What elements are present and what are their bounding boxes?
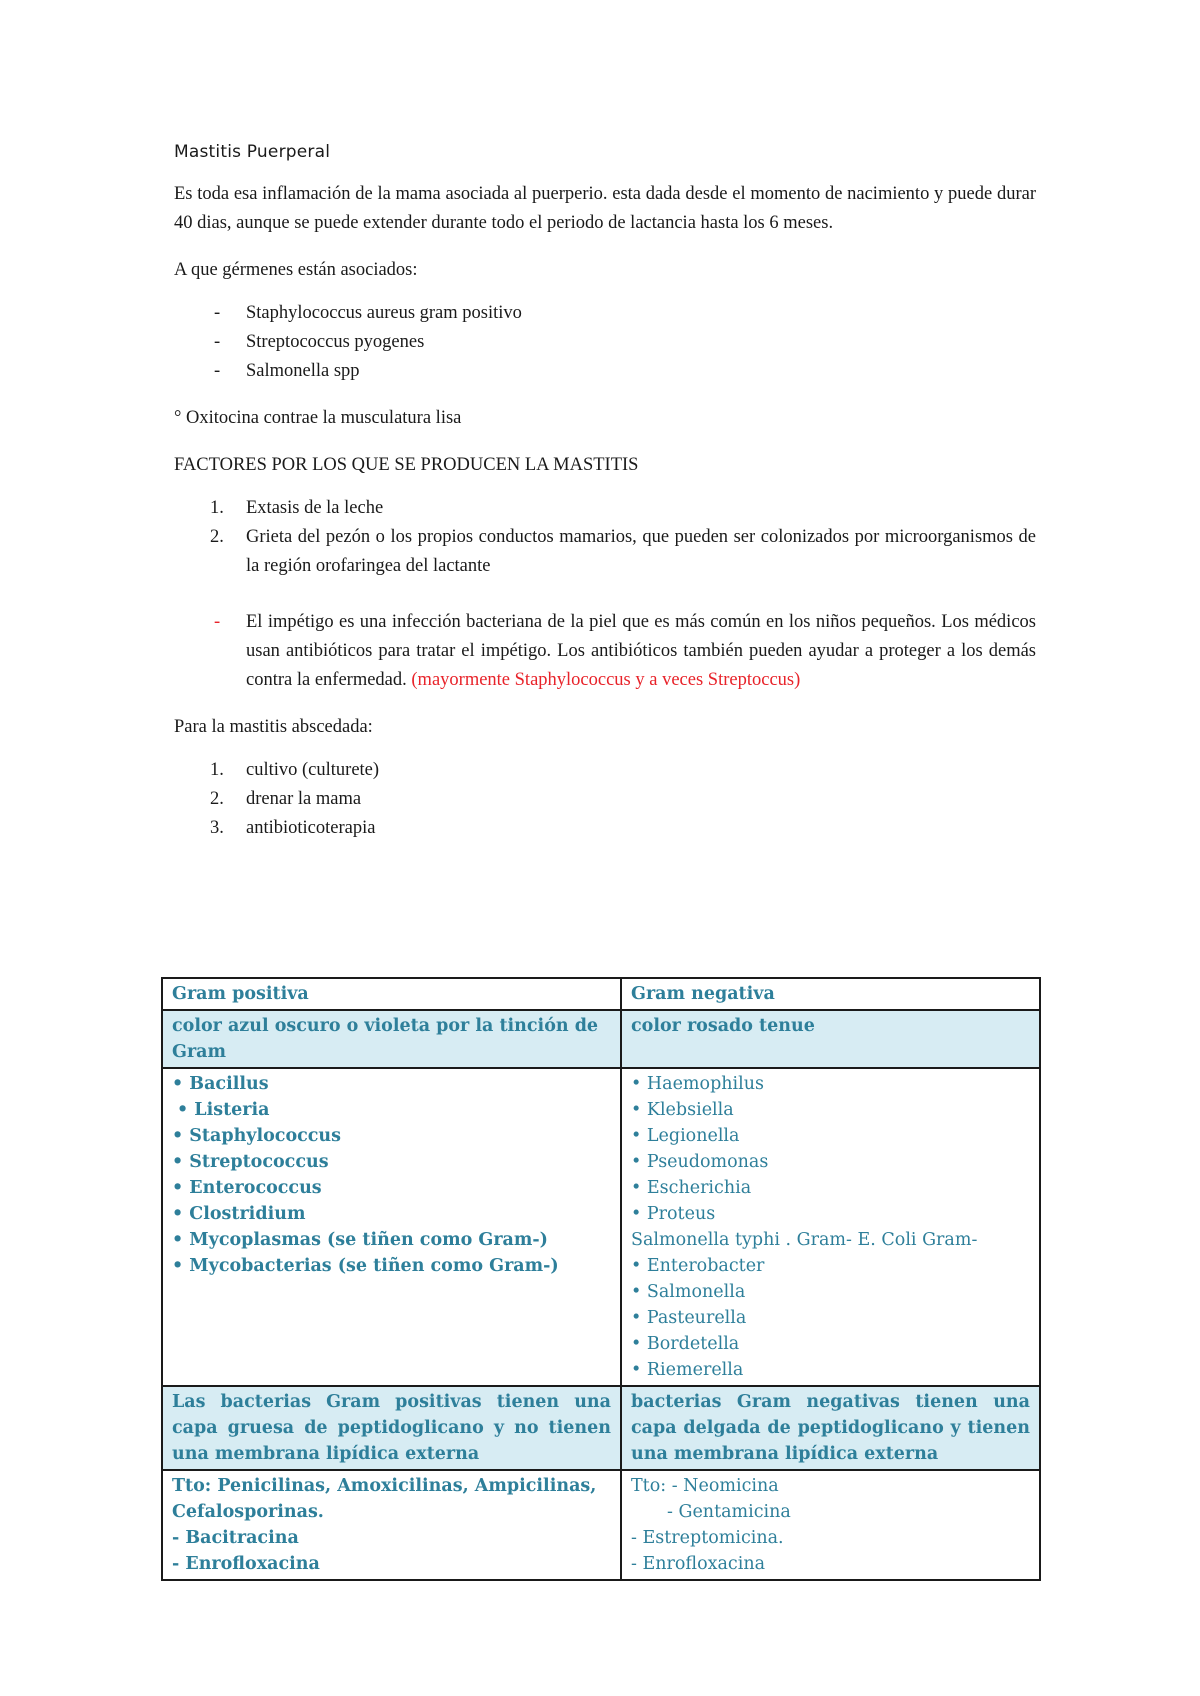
list-item: • Riemerella [631, 1360, 744, 1380]
table-row [162, 1068, 1040, 1386]
treatment-negative-cell [621, 1470, 1040, 1580]
list-item: - El impétigo es una infección bacteriana de la piel que es más común en los niños pequeños. Los médicos usan antibióticos para tratar el impétigo. Los antibióticos también pueden ayudar a proteger a los demás contra la enfermedad. (mayormente Staphylococcus y a veces Streptoccus) [214, 612, 1036, 690]
list-item: • Pasteurella [631, 1308, 747, 1328]
table-row [162, 978, 1040, 1010]
list-item: - Streptococcus pyogenes [214, 332, 425, 352]
germs-heading: A que gérmenes están asociados: [174, 260, 418, 280]
list-item: • Mycobacterias (se tiñen como Gram-) [172, 1256, 559, 1276]
list-item: • Listeria [177, 1100, 270, 1120]
color-positive-cell: color azul oscuro o violeta por la tinción de Gram [162, 1010, 621, 1068]
list-item: - Staphylococcus aureus gram positivo [214, 303, 522, 323]
list-item: • Salmonella [631, 1282, 746, 1302]
list-item: • Escherichia [631, 1178, 752, 1198]
list-item: • Staphylococcus [172, 1126, 342, 1146]
list-item: • Enterococcus [172, 1178, 322, 1198]
factors-list [174, 494, 1036, 581]
list-item: - Enrofloxacina [631, 1554, 766, 1574]
factors-heading: FACTORES POR LOS QUE SE PRODUCEN LA MASTITIS [174, 455, 639, 475]
list-item: - Salmonella spp [214, 361, 360, 381]
table-row [162, 1470, 1040, 1580]
document-title: Mastitis Puerperal [174, 142, 331, 162]
list-item: 1. cultivo (culturete) [210, 760, 380, 780]
impetigo-highlight: (mayormente Staphylococcus y a veces Streptoccus) [411, 670, 801, 690]
intro-paragraph: Es toda esa inflamación de la mama asociada al puerperio. esta dada desde el momento de nacimiento y puede durar 40 dias, aunque se puede extender durante todo el periodo de lactancia hasta los 6 meses. [174, 184, 1036, 233]
list-item: • Mycoplasmas (se tiñen como Gram-) [172, 1230, 548, 1250]
table-row [162, 1010, 1040, 1068]
list-item: 2. drenar la mama [210, 789, 362, 809]
table-row [162, 1386, 1040, 1470]
header-gram-negative: Gram negativa [621, 978, 1040, 1010]
list-item: • Bacillus [172, 1074, 269, 1094]
list-item: • Pseudomonas [631, 1152, 769, 1172]
list-item: • Bordetella [631, 1334, 740, 1354]
wall-negative-cell: bacterias Gram negativas tienen una capa delgada de peptidoglicano y tienen una membrana lipídica externa [621, 1386, 1040, 1470]
color-negative-cell: color rosado tenue [621, 1010, 1040, 1068]
list-item: 1. Extasis de la leche [210, 498, 384, 518]
impetigo-list [174, 608, 1036, 695]
list-item: • Klebsiella [631, 1100, 734, 1120]
negative-bacteria-cell [621, 1068, 1040, 1386]
abscess-heading: Para la mastitis abscedada: [174, 717, 373, 737]
gram-comparison-table [161, 977, 1041, 1581]
list-item: • Clostridium [172, 1204, 306, 1224]
list-item: • Proteus [631, 1204, 716, 1224]
impetigo-text: El impétigo es una infección bacteriana de la piel que es más común en los niños pequeños. Los médicos usan antibióticos para tratar el impétigo. Los antibióticos también pueden ayudar a proteger a los demás contra la enfermedad. [246, 612, 1036, 690]
positive-bacteria-cell [162, 1068, 621, 1386]
list-item: • Legionella [631, 1126, 740, 1146]
germs-list [174, 299, 1036, 386]
wall-positive-cell: Las bacterias Gram positivas tienen una capa gruesa de peptidoglicano y no tienen una membrana lipídica externa [162, 1386, 621, 1470]
list-item: Tto: - Neomicina [631, 1476, 779, 1496]
list-item: 2. Grieta del pezón o los propios conductos mamarios, que pueden ser colonizados por microorganismos de la región orofaringea del lactante [210, 527, 1036, 576]
list-item: • Enterobacter [631, 1256, 765, 1276]
list-item: Tto: Penicilinas, Amoxicilinas, Ampicilinas, Cefalosporinas. [172, 1476, 597, 1522]
list-item: - Gentamicina [667, 1502, 791, 1522]
abscess-list [174, 756, 1036, 843]
list-item: - Enrofloxacina [172, 1554, 320, 1574]
list-item: • Haemophilus [631, 1074, 764, 1094]
treatment-positive-cell [162, 1470, 621, 1580]
oxitocina-note: ° Oxitocina contrae la musculatura lisa [174, 408, 462, 428]
list-item: 3. antibioticoterapia [210, 818, 376, 838]
list-item: Salmonella typhi . Gram- E. Coli Gram- [631, 1230, 978, 1250]
list-item: • Streptococcus [172, 1152, 329, 1172]
list-item: - Bacitracina [172, 1528, 299, 1548]
document-body [174, 142, 1036, 843]
list-item: - Estreptomicina. [631, 1528, 784, 1548]
header-gram-positive: Gram positiva [162, 978, 621, 1010]
